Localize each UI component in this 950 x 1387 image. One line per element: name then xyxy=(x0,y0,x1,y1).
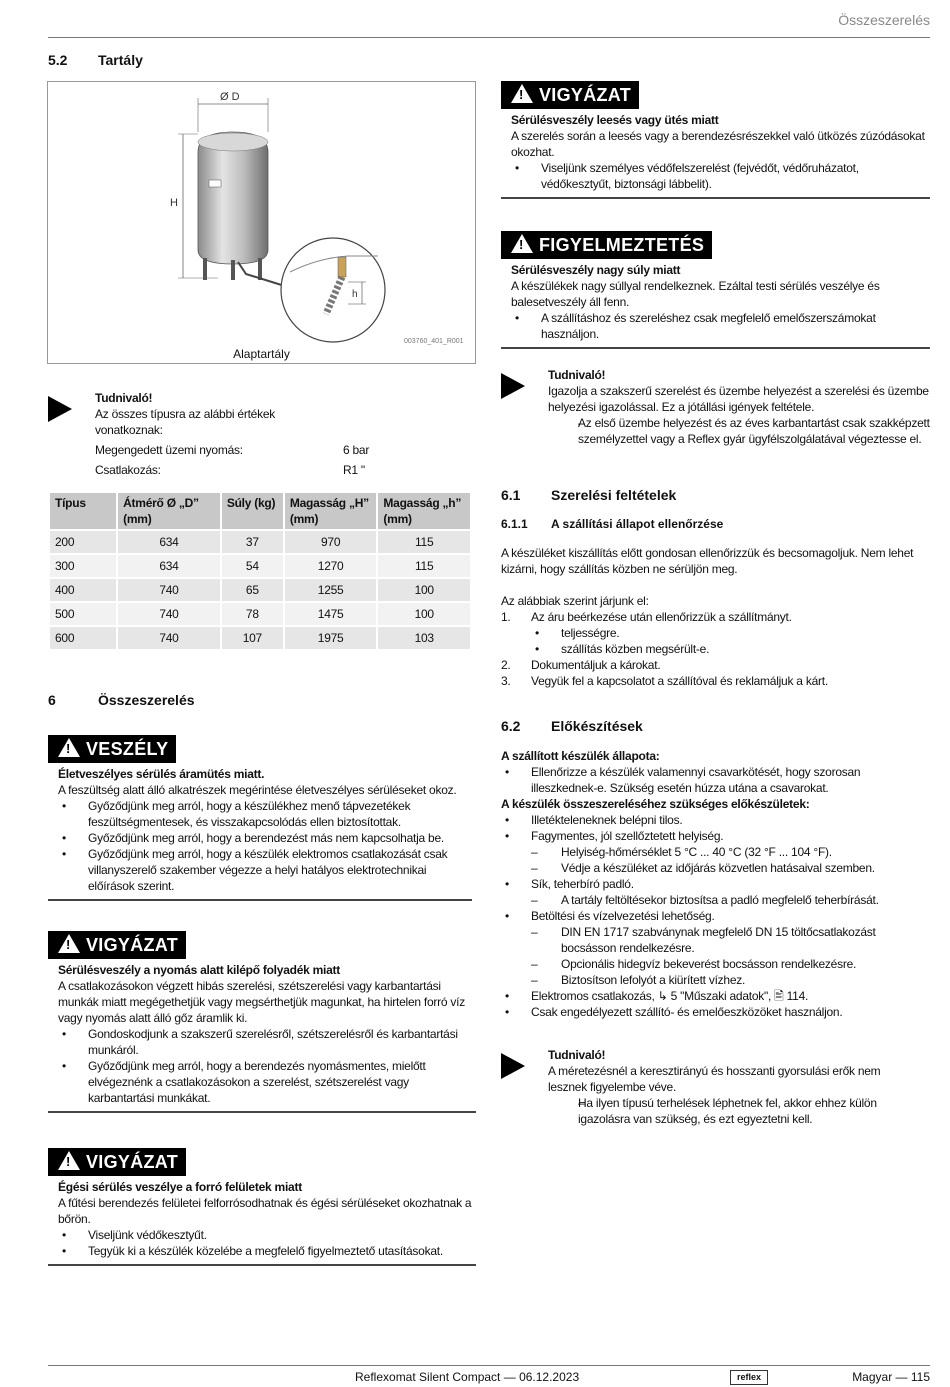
label-h: h xyxy=(352,289,358,300)
list-item: • szállítás közben megsérült-e. xyxy=(501,641,930,657)
note-row-pressure: Megengedett üzemi nyomás: 6 bar xyxy=(95,443,370,457)
list-item: • A szállításhoz és szereléshez csak megfelelő emelőszerszámokat használjon. xyxy=(511,310,930,342)
tank-spec-table xyxy=(48,491,472,651)
tank-figure xyxy=(47,81,476,364)
caution-badge: ! VIGYÁZAT xyxy=(48,1148,186,1176)
list-item: • Fagymentes, jól szellőztetett helyiség. xyxy=(501,828,930,844)
footer-page: Magyar — 115 xyxy=(852,1370,930,1384)
col-weight: Súly (kg) xyxy=(222,493,283,529)
warning-triangle-icon xyxy=(58,738,80,757)
page-header xyxy=(48,10,930,38)
list-item: – Védje a készüléket az időjárás közvetlen hatásaival szemben. xyxy=(501,860,930,876)
section-6-1-heading: 6.1 Szerelési feltételek xyxy=(501,487,677,503)
section-6-2-heading: 6.2 Előkészítések xyxy=(501,718,643,734)
caution-pressure-box: ! VIGYÁZAT Sérülésveszély a nyomás alatt kilépő folyadék miatt A csatlakozásokon végzett hibás szerelési, szétszerelési vagy karbantartási munkák miatt megégethetjük vagy megsérthetjük magunkat, ha hirtelen forró víz vagy nyomás alatt álló gőz áramlik ki. • Gondoskodjunk a szakszerű szerelésről, szétszerelésről és karbantartási munkáról. • Győződjünk meg arról, hogy a berendezés nyomásmentes, mielőtt elvégeznénk a csatlakozásokon a szerelést, szétszerelést vagy karbantartási munkákat. xyxy=(48,931,476,1113)
header-title: Összeszerelés xyxy=(838,12,930,28)
list-item: • Győződjünk meg arról, hogy a berendezés nyomásmentes, mielőtt elvégeznénk a csatlakozásokon a szerelést, szétszerelést vagy karbantartási munkákat. xyxy=(58,1058,476,1106)
list-item: – Opcionális hidegvíz bekeverést bocsásson rendelkezésre. xyxy=(501,956,930,972)
caution-hot-box: ! VIGYÁZAT Égési sérülés veszélye a forró felületek miatt A fűtési berendezés felületei felforrósodhatnak és égési sérüléseket okozhatnak a bőrön. • Viseljünk védőkesztyűt. • Tegyük ki a készülék közelébe a megfelelő figyelmeztető utasításokat. xyxy=(48,1148,476,1266)
warning-triangle-icon xyxy=(58,1151,80,1170)
list-item: 1. Az áru beérkezése után ellenőrizzük a szállítmányt. xyxy=(501,610,792,624)
list-item: – A tartály feltöltésekor biztosítsa a padló megfelelő teherbírását. xyxy=(501,892,930,908)
list-item: • Sík, teherbíró padló. xyxy=(501,876,930,892)
tank-illustration xyxy=(48,82,475,363)
col-height-H: Magasság „H” (mm) xyxy=(285,493,377,529)
caution-badge: ! VIGYÁZAT xyxy=(48,931,186,959)
table-row: 400 740 65 1255 100 xyxy=(50,579,470,601)
list-item: • Gondoskodjunk a szakszerű szerelésről, szétszerelésről és karbantartási munkáról. xyxy=(58,1026,476,1058)
list-item: – DIN EN 1717 szabványnak megfelelő DN 15 töltőcsatlakozást bocsásson rendelkezésre. xyxy=(501,924,930,956)
caution-fall-box: ! VIGYÁZAT Sérülésveszély leesés vagy ütés miatt A szerelés során a leesés vagy a berendezésrészekkel való ütközés zúzódásokat okozhat. • Viseljünk személyes védőfelszerelést (fejvédőt, védőruházatot, védőkesztyűt, biztonsági lábbelit). xyxy=(501,81,930,199)
list-item: 2. Dokumentáljuk a károkat. xyxy=(501,658,661,672)
warning-triangle-icon xyxy=(511,234,533,253)
col-height-h: Magasság „h” (mm) xyxy=(378,493,470,529)
list-item: • Illetékteleneknek belépni tilos. xyxy=(501,812,930,828)
label-height: H xyxy=(170,197,178,209)
list-item: • Betöltési és vízelvezetési lehetőség. xyxy=(501,908,930,924)
warning-triangle-icon xyxy=(58,934,80,953)
delivery-check-text: A készüléket kiszállítás előtt gondosan ellenőrizzük és becsomagoljuk. Nem lehet kizárni, hogy szállítás közben ne sérüljön meg. Az alábbiak szerint járjunk el: 1. Az áru beérkezése után ellenőrizzük a szállítmányt. • teljességre. • szállítás közben megsérült-e. 2. Dokumentáljuk a károkat. 3. Vegyük fel a kapcsolatot a szállítóval és reklamáljuk a kárt. xyxy=(501,545,930,689)
table-row: 200 634 37 970 115 xyxy=(50,531,470,553)
list-item: – Biztosítson lefolyót a kiürített vízhez. xyxy=(501,972,930,988)
list-item: • Csak engedélyezett szállító- és emelőeszközöket használjon. xyxy=(501,1004,930,1020)
table-header-row xyxy=(50,493,470,529)
col-type: Típus xyxy=(50,493,116,529)
list-item: • teljességre. xyxy=(501,625,930,641)
list-item: 3. Vegyük fel a kapcsolatot a szállítóval és reklamáljuk a kárt. xyxy=(501,674,828,688)
list-item: • Győződjünk meg arról, hogy a berendezést más nem kapcsolhatja be. xyxy=(58,830,472,846)
section-5-2-heading: 5.2 Tartály xyxy=(48,52,143,68)
reflex-logo: reflex xyxy=(730,1370,768,1385)
note-row-connection: Csatlakozás: R1 " xyxy=(95,463,365,477)
label-diameter: Ø D xyxy=(220,91,240,103)
list-item: • Tegyük ki a készülék közelébe a megfelelő figyelmeztető utasításokat. xyxy=(58,1243,476,1259)
page-footer xyxy=(48,1365,930,1387)
table-row: 500 740 78 1475 100 xyxy=(50,603,470,625)
list-item: – Az első üzembe helyezést és az éves karbantartást csak szakképzett személyzettel vagy a Reflex gyár ügyfélszolgálatával végeztesse el. xyxy=(548,415,930,447)
list-item: • Győződjünk meg arról, hogy a készülék elektromos csatlakozását csak villanyszerelő szakember végezze a helyi hatályos elektrotechnikai előírások szerint. xyxy=(58,846,472,894)
table-row: 300 634 54 1270 115 xyxy=(50,555,470,577)
note-arrow-icon xyxy=(48,396,72,422)
list-item: • Elektromos csatlakozás, ↳ 5 "Műszaki adatok", 🖹 114. xyxy=(501,988,930,1004)
note-arrow-icon xyxy=(501,1053,525,1079)
list-item: • Győződjünk meg arról, hogy a készülékhez menő tápvezetékek feszültségmentesek, és visszakapcsolódás ellen biztosítottak. xyxy=(58,798,472,830)
table-row: 600 740 107 1975 103 xyxy=(50,627,470,649)
danger-badge: ! VESZÉLY xyxy=(48,735,176,763)
figure-caption: Alaptartály xyxy=(233,347,290,361)
col-diameter: Átmérő Ø „D” (mm) xyxy=(118,493,220,529)
list-item: – Helyiség-hőmérséklet 5 °C ... 40 °C (32 °F ... 104 °F). xyxy=(501,844,930,860)
warning-triangle-icon xyxy=(511,84,533,103)
section-6-1-1-heading: 6.1.1 A szállítási állapot ellenőrzése xyxy=(501,517,724,531)
section-6-heading: 6 Összeszerelés xyxy=(48,692,195,708)
list-item: • Viseljünk személyes védőfelszerelést (fejvédőt, védőruházatot, védőkesztyűt, biztonsági lábbelit). xyxy=(511,160,930,192)
list-item: – Ha ilyen típusú terhelések léphetnek fel, akkor ehhez külön igazolásra van szükség, és ezt egyeztetni kell. xyxy=(548,1095,898,1127)
caution-badge: ! VIGYÁZAT xyxy=(501,81,639,109)
danger-electric-box: ! VESZÉLY Életveszélyes sérülés áramütés miatt. A feszültség alatt álló alkatrészek megérintése életveszélyes sérüléseket okoz. • Győződjünk meg arról, hogy a készülékhez menő tápvezetékek feszültségmentesek, és visszakapcsolódás ellen biztosítottak. • Győződjünk meg arról, hogy a berendezést más nem kapcsolhatja be. • Győződjünk meg arról, hogy a készülék elektromos csatlakozását csak villanyszerelő szakember végezze a helyi hatályos elektrotechnikai előírások szerint. xyxy=(48,735,472,901)
list-item: • Viseljünk védőkesztyűt. xyxy=(58,1227,476,1243)
preparation-text: A szállított készülék állapota: • Ellenőrizze a készülék valamennyi csavarkötését, hogy szorosan illeszkednek-e. Szükség esetén húzza utána a csavarokat. A készülék összeszereléséhez szükséges előkészületek: • Illetékteleneknek belépni tilos. • Fagymentes, jól szellőztetett helyiség. – Helyiség-hőmérséklet 5 °C ... 40 °C (32 °F ... 104 °F). – Védje a készüléket az időjárás közvetlen hatásaival szemben. • Sík, teherbíró padló. – A tartály feltöltésekor biztosítsa a padló megfelelő teherbírását. • Betöltési és vízelvezetési lehetőség. – DIN EN 1717 szabványnak megfelelő DN 15 töltőcsatlakozást bocsásson rendelkezésre. – Opcionális hidegvíz bekeverést bocsásson rendelkezésre. – Biztosítson lefolyót a kiürített vízhez. • Elektromos csatlakozás, ↳ 5 "Műszaki adatok", 🖹 114. • Csak engedélyezett szállító- és emelőeszközöket használjon. xyxy=(501,748,930,1020)
note-arrow-icon xyxy=(501,373,525,399)
warning-weight-box: ! FIGYELMEZTETÉS Sérülésveszély nagy súly miatt A készülékek nagy súllyal rendelkeznek. Ezáltal testi sérülés veszélye és balesetveszély áll fenn. • A szállításhoz és szereléshez csak megfelelő emelőszerszámokat használjon. xyxy=(501,231,930,349)
list-item: • Ellenőrizze a készülék valamennyi csavarkötését, hogy szorosan illeszkednek-e. Szükség esetén húzza utána a csavarokat. xyxy=(501,764,930,796)
figure-code: 003760_401_R001 xyxy=(404,338,464,345)
warning-badge: ! FIGYELMEZTETÉS xyxy=(501,231,712,259)
footer-document: Reflexomat Silent Compact — 06.12.2023 xyxy=(355,1370,580,1384)
